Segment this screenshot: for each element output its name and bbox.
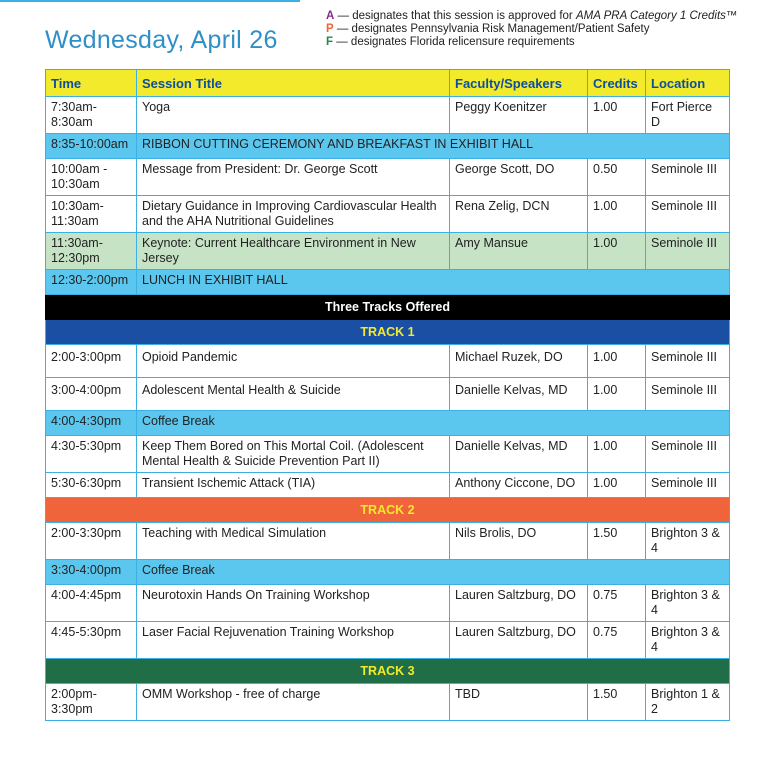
session-title-cell: Keynote: Current Healthcare Environment in New Jersey — [137, 233, 450, 270]
session-title-cell: Laser Facial Rejuvenation Training Workshop — [137, 622, 450, 659]
session-title-cell: OMM Workshop - free of charge — [137, 684, 450, 721]
faculty-cell: Lauren Saltzburg, DO — [450, 585, 588, 622]
break-title-cell: LUNCH IN EXHIBIT HALL — [137, 270, 730, 295]
location-cell: Seminole III — [646, 473, 730, 498]
session-title-cell: Dietary Guidance in Improving Cardiovascular Health and the AHA Nutritional Guidelines — [137, 196, 450, 233]
track-banner — [46, 295, 730, 320]
location-cell: Brighton 3 & 4 — [646, 585, 730, 622]
break-title-cell: RIBBON CUTTING CEREMONY AND BREAKFAST IN EXHIBIT HALL — [137, 134, 730, 159]
session-row — [46, 97, 730, 134]
faculty-cell: Rena Zelig, DCN — [450, 196, 588, 233]
top-accent-bar — [0, 0, 768, 5]
session-title-cell: Teaching with Medical Simulation — [137, 523, 450, 560]
break-title-cell: Coffee Break — [137, 560, 730, 585]
header-faculty: Faculty/Speakers — [450, 70, 588, 97]
time-cell: 3:00-4:00pm — [46, 378, 137, 411]
time-cell: 3:30-4:00pm — [46, 560, 137, 585]
faculty-cell: Lauren Saltzburg, DO — [450, 622, 588, 659]
header-session-title: Session Title — [137, 70, 450, 97]
time-cell: 2:00-3:30pm — [46, 523, 137, 560]
credit-legend — [326, 10, 737, 49]
credits-cell: 1.50 — [588, 684, 646, 721]
credits-cell: 1.00 — [588, 378, 646, 411]
credits-cell: 1.50 — [588, 523, 646, 560]
time-cell: 4:00-4:45pm — [46, 585, 137, 622]
header-credits: Credits — [588, 70, 646, 97]
track-banner — [46, 659, 730, 684]
faculty-cell: George Scott, DO — [450, 159, 588, 196]
session-row — [46, 436, 730, 473]
session-row — [46, 585, 730, 622]
location-cell: Seminole III — [646, 436, 730, 473]
session-row — [46, 622, 730, 659]
break-title-cell: Coffee Break — [137, 411, 730, 436]
schedule-body — [46, 97, 730, 721]
session-row — [46, 684, 730, 721]
track-banner — [46, 498, 730, 523]
legend-line — [326, 36, 737, 49]
session-row — [46, 523, 730, 560]
time-cell: 5:30-6:30pm — [46, 473, 137, 498]
break-row — [46, 560, 730, 585]
time-cell: 4:00-4:30pm — [46, 411, 137, 436]
break-row — [46, 270, 730, 295]
banner-label: TRACK 3 — [46, 659, 730, 684]
location-cell: Fort Pierce D — [646, 97, 730, 134]
time-cell: 4:45-5:30pm — [46, 622, 137, 659]
credits-cell: 1.00 — [588, 97, 646, 134]
time-cell: 7:30am-8:30am — [46, 97, 137, 134]
session-title-cell: Keep Them Bored on This Mortal Coil. (Adolescent Mental Health & Suicide Prevention Part II) — [137, 436, 450, 473]
time-cell: 10:00am - 10:30am — [46, 159, 137, 196]
location-cell: Seminole III — [646, 233, 730, 270]
faculty-cell: Danielle Kelvas, MD — [450, 436, 588, 473]
credits-cell: 0.75 — [588, 585, 646, 622]
break-row — [46, 411, 730, 436]
time-cell: 2:00pm-3:30pm — [46, 684, 137, 721]
credits-cell: 0.75 — [588, 622, 646, 659]
faculty-cell: Amy Mansue — [450, 233, 588, 270]
session-row — [46, 378, 730, 411]
location-cell: Seminole III — [646, 196, 730, 233]
faculty-cell: Nils Brolis, DO — [450, 523, 588, 560]
header-row — [46, 70, 730, 97]
session-title-cell: Yoga — [137, 97, 450, 134]
session-title-cell: Neurotoxin Hands On Training Workshop — [137, 585, 450, 622]
legend-text: — designates that this session is approved for — [334, 10, 576, 22]
banner-label: TRACK 1 — [46, 320, 730, 345]
session-title-cell: Message from President: Dr. George Scott — [137, 159, 450, 196]
schedule-table — [45, 69, 730, 721]
legend-line — [326, 10, 737, 23]
session-row — [46, 196, 730, 233]
location-cell: Seminole III — [646, 345, 730, 378]
session-title-cell: Transient Ischemic Attack (TIA) — [137, 473, 450, 498]
location-cell: Seminole III — [646, 378, 730, 411]
session-row — [46, 159, 730, 196]
credits-cell: 1.00 — [588, 233, 646, 270]
legend-text: — designates Pennsylvania Risk Management/Patient Safety — [333, 23, 650, 35]
banner-label: TRACK 2 — [46, 498, 730, 523]
location-cell: Brighton 3 & 4 — [646, 622, 730, 659]
session-row — [46, 233, 730, 270]
break-row — [46, 134, 730, 159]
legend-code: A — [326, 10, 335, 22]
track-banner — [46, 320, 730, 345]
session-row — [46, 345, 730, 378]
legend-code: P — [326, 23, 334, 35]
time-cell: 8:35-10:00am — [46, 134, 137, 159]
session-title-cell: Adolescent Mental Health & Suicide — [137, 378, 450, 411]
location-cell: Brighton 1 & 2 — [646, 684, 730, 721]
time-cell: 11:30am-12:30pm — [46, 233, 137, 270]
credits-cell: 1.00 — [588, 345, 646, 378]
faculty-cell: TBD — [450, 684, 588, 721]
session-title-cell: Opioid Pandemic — [137, 345, 450, 378]
location-cell: Seminole III — [646, 159, 730, 196]
banner-label: Three Tracks Offered — [46, 295, 730, 320]
credits-cell: 1.00 — [588, 436, 646, 473]
legend-code: F — [326, 36, 334, 48]
legend-emphasis: AMA PRA Category 1 Credits™ — [575, 10, 738, 22]
credits-cell: 0.50 — [588, 159, 646, 196]
header-time: Time — [46, 70, 137, 97]
time-cell: 12:30-2:00pm — [46, 270, 137, 295]
time-cell: 4:30-5:30pm — [46, 436, 137, 473]
header-location: Location — [646, 70, 730, 97]
faculty-cell: Peggy Koenitzer — [450, 97, 588, 134]
time-cell: 10:30am-11:30am — [46, 196, 137, 233]
legend-line — [326, 23, 737, 36]
location-cell: Brighton 3 & 4 — [646, 523, 730, 560]
credits-cell: 1.00 — [588, 196, 646, 233]
credits-cell: 1.00 — [588, 473, 646, 498]
legend-text: — designates Florida relicensure requirements — [333, 36, 575, 48]
faculty-cell: Anthony Ciccone, DO — [450, 473, 588, 498]
session-row — [46, 473, 730, 498]
faculty-cell: Michael Ruzek, DO — [450, 345, 588, 378]
time-cell: 2:00-3:00pm — [46, 345, 137, 378]
faculty-cell: Danielle Kelvas, MD — [450, 378, 588, 411]
page-title: Wednesday, April 26 — [45, 26, 278, 54]
